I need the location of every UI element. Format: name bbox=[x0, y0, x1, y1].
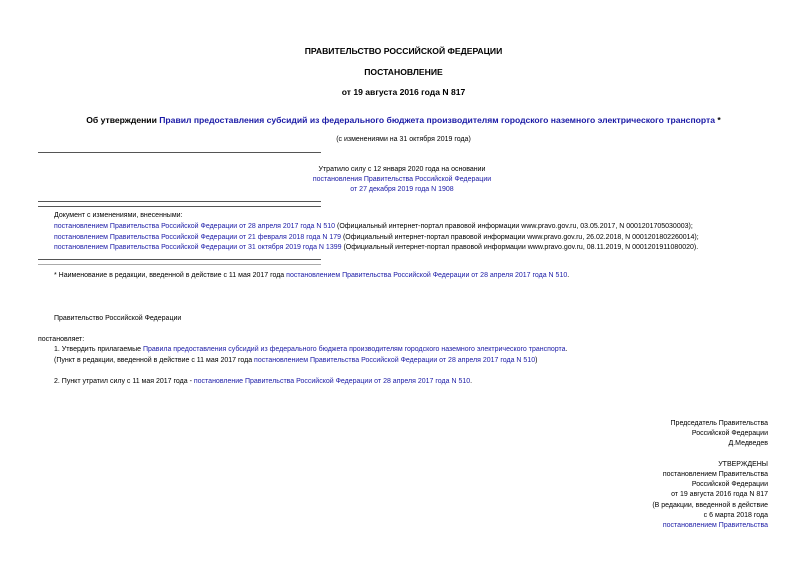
lost-force-link[interactable]: постановления Правительства Российской Федерации bbox=[312, 176, 492, 183]
divider bbox=[38, 259, 321, 260]
paragraph-1-note-link[interactable]: постановлением Правительства Российской Федерации от 28 апреля 2017 года N 510 bbox=[254, 357, 536, 364]
approved-edition-date: с 6 марта 2018 года bbox=[703, 512, 768, 519]
approved-edition-note: (В редакции, введенной в действие bbox=[652, 502, 768, 509]
changes-item-text: (Официальный интернет-портал правовой информации www.pravo.gov.ru, 26.02.2018, N 0001201802260014); bbox=[341, 234, 699, 241]
lost-force-date-link[interactable]: от 27 декабря 2019 года N 1908 bbox=[350, 186, 454, 193]
signature-line1: Председатель Правительства bbox=[670, 420, 768, 427]
government-heading: ПРАВИТЕЛЬСТВО РОССИЙСКОЙ ФЕДЕРАЦИИ bbox=[304, 46, 503, 56]
paragraph-1-note-end: ) bbox=[535, 357, 538, 364]
divider bbox=[38, 264, 321, 265]
paragraph-2-text: 2. Пункт утратил силу с 11 мая 2017 года - bbox=[54, 378, 194, 385]
paragraph-2-end: . bbox=[470, 378, 473, 385]
title-prefix: Об утверждении bbox=[86, 115, 160, 125]
changes-item-link[interactable]: постановлением Правительства Российской Федерации от 21 февраля 2018 года N 179 bbox=[54, 234, 341, 241]
footnote-link[interactable]: постановлением Правительства Российской Федерации от 28 апреля 2017 года N 510 bbox=[286, 272, 568, 279]
signature-line2: Российской Федерации bbox=[691, 430, 768, 437]
approved-line3: Российской Федерации bbox=[691, 481, 768, 488]
changes-item-link[interactable]: постановлением Правительства Российской Федерации от 28 апреля 2017 года N 510 bbox=[54, 223, 336, 230]
changes-item-text: (Официальный интернет-портал правовой информации www.pravo.gov.ru, 08.11.2019, N 0001201911080020). bbox=[341, 244, 699, 251]
approved-date: от 19 августа 2016 года N 817 bbox=[671, 491, 768, 498]
signature-name: Д.Медведев bbox=[728, 440, 768, 447]
divider bbox=[38, 152, 321, 153]
title-suffix: * bbox=[715, 115, 721, 125]
doc-type-heading: ПОСТАНОВЛЕНИЕ bbox=[364, 67, 443, 77]
gov-rf-label: Правительство Российской Федерации bbox=[54, 315, 182, 322]
footnote-text: * Наименование в редакции, введенной в действие с 11 мая 2017 года bbox=[54, 272, 287, 279]
paragraph-1-note bbox=[54, 357, 537, 364]
approved-line2: постановлением Правительства bbox=[662, 471, 768, 478]
footnote bbox=[54, 272, 569, 279]
paragraph-1-link[interactable]: Правила предоставления субсидий из федерального бюджета производителям городского наземного электрического транспорта bbox=[142, 346, 566, 353]
paragraph-2 bbox=[54, 378, 472, 385]
divider bbox=[38, 206, 321, 207]
paragraph-1 bbox=[54, 346, 568, 353]
title-rules-link[interactable]: Правил предоставления субсидий из федерального бюджета производителям городского наземного электрического транспорта bbox=[159, 115, 716, 125]
document-title bbox=[0, 115, 807, 125]
amendments-note: (с изменениями на 31 октября 2019 года) bbox=[336, 136, 471, 143]
changes-item bbox=[54, 234, 699, 241]
paragraph-1-end: . bbox=[565, 346, 568, 353]
paragraph-1-note-text: (Пункт в редакции, введенной в действие с 11 мая 2017 года bbox=[54, 357, 255, 364]
paragraph-2-link[interactable]: постановление Правительства Российской Федерации от 28 апреля 2017 года N 510 bbox=[193, 378, 471, 385]
footnote-end: . bbox=[567, 272, 570, 279]
doc-date: от 19 августа 2016 года N 817 bbox=[341, 87, 466, 97]
divider bbox=[38, 201, 321, 202]
paragraph-1-text: 1. Утвердить прилагаемые bbox=[54, 346, 143, 353]
changes-heading: Документ с изменениями, внесенными: bbox=[54, 212, 183, 219]
changes-item bbox=[54, 244, 698, 251]
changes-item bbox=[54, 223, 693, 230]
approved-heading: УТВЕРЖДЕНЫ bbox=[718, 461, 768, 468]
changes-item-link[interactable]: постановлением Правительства Российской Федерации от 31 октября 2019 года N 1399 bbox=[54, 244, 342, 251]
changes-item-text: (Официальный интернет-портал правовой информации www.pravo.gov.ru, 03.05.2017, N 0001201705030003); bbox=[335, 223, 693, 230]
decides-label: постановляет: bbox=[38, 336, 85, 343]
lost-force-line1: Утратило силу с 12 января 2020 года на основании bbox=[318, 166, 486, 173]
approved-edition-link[interactable]: постановлением Правительства bbox=[662, 522, 768, 529]
